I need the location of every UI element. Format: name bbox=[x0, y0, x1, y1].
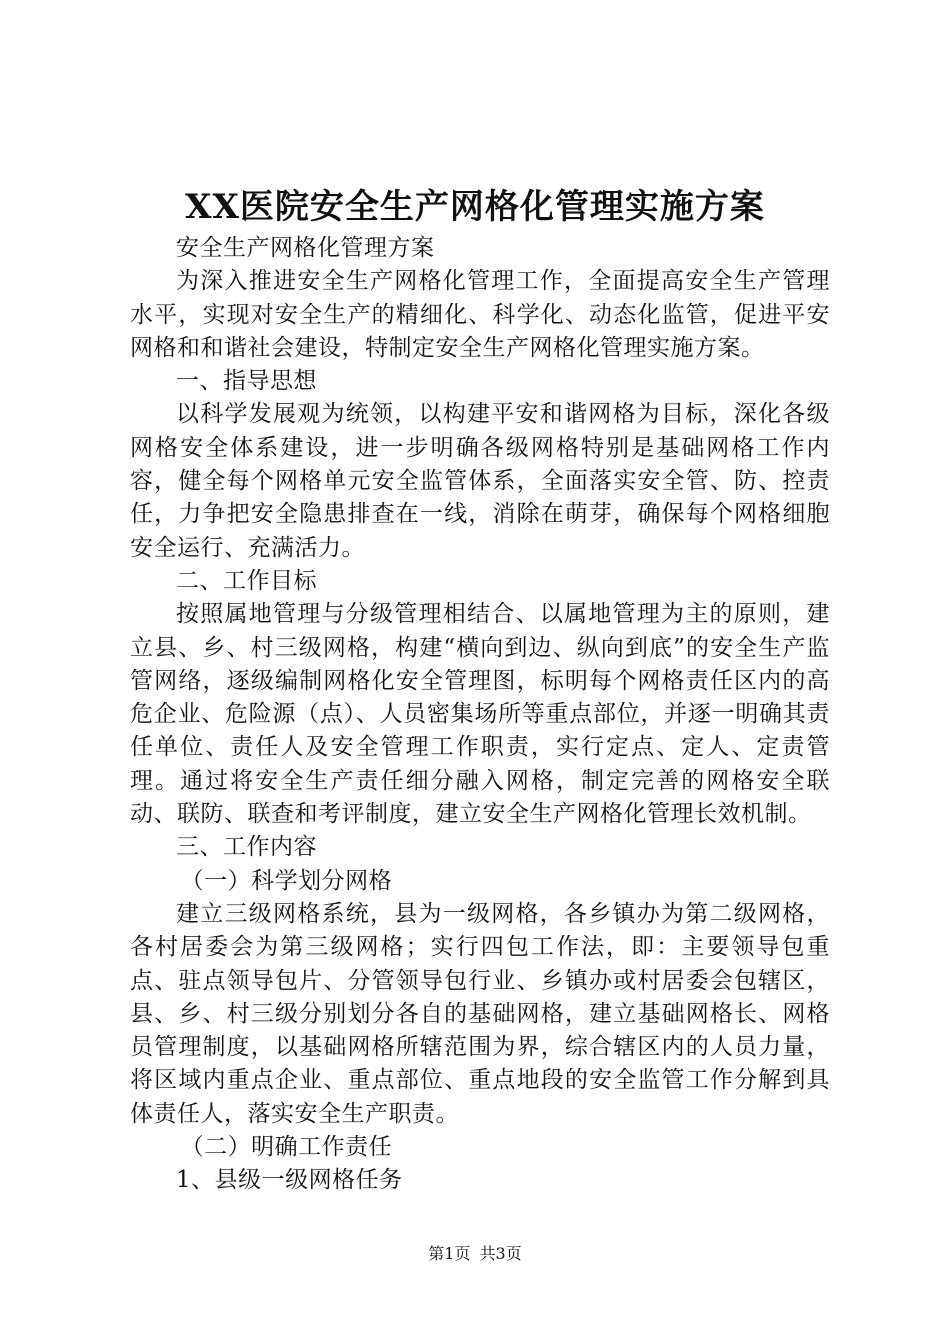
subsection-heading: （二）明确工作责任 bbox=[180, 1134, 393, 1161]
section-heading: 一、指导思想 bbox=[176, 368, 317, 395]
subsection-heading: （一）科学划分网格 bbox=[180, 867, 393, 894]
body-paragraph: 建立三级网格系统，县为一级网格，各乡镇办为第二级网格，各村居委会为第三级网格；实行四包工作法，即：主要领导包重点、驻点领导包片、分管领导包行业、乡镇办或村居委会包辖区，县、乡、村三级分别划分各自的基础网格，建立基础网格长、网格员管理制度，以基础网格所辖范围为界，综合辖区内的人员力量，将区域内重点企业、重点部位、重点地段的安全监管工作分解到具体责任人，落实安全生产职责。 bbox=[130, 900, 830, 1127]
page-footer bbox=[0, 1242, 950, 1266]
section-heading: 安全生产网格化管理方案 bbox=[176, 235, 435, 261]
section-heading: 二、工作目标 bbox=[176, 567, 317, 594]
section-heading: 三、工作内容 bbox=[176, 834, 317, 861]
document-body bbox=[130, 232, 830, 1198]
document-title: XX医院安全生产网格化管理实施方案 bbox=[185, 187, 765, 227]
body-paragraph: 以科学发展观为统领，以构建平安和谐网格为目标，深化各级网格安全体系建设，进一步明确各级网格特别是基础网格工作内容，健全每个网格单元安全监管体系，全面落实安全管、防、控责任，力争把安全隐患排查在一线，消除在萌芽，确保每个网格细胞安全运行、充满活力。 bbox=[130, 401, 830, 561]
section-heading: 1、县级一级网格任务 bbox=[176, 1167, 403, 1194]
page-total: 共3页 bbox=[479, 1244, 522, 1263]
body-paragraph: 按照属地管理与分级管理相结合、以属地管理为主的原则，建立县、乡、村三级网格，构建“横向到边、纵向到底”的安全生产监管网络，逐级编制网格化安全管理图，标明每个网格责任区内的高危企业、危险源（点）、人员密集场所等重点部位，并逐一明确其责任单位、责任人及安全管理工作职责，实行定点、定人、定责管理。通过将安全生产责任细分融入网格，制定完善的网格安全联动、联防、联查和考评制度，建立安全生产网格化管理长效机制。 bbox=[130, 601, 830, 828]
body-paragraph: 为深入推进安全生产网格化管理工作，全面提高安全生产管理水平，实现对安全生产的精细化、科学化、动态化监管，促进平安网格和和谐社会建设，特制定安全生产网格化管理实施方案。 bbox=[130, 268, 830, 361]
page-number: 第1页 bbox=[428, 1244, 471, 1263]
